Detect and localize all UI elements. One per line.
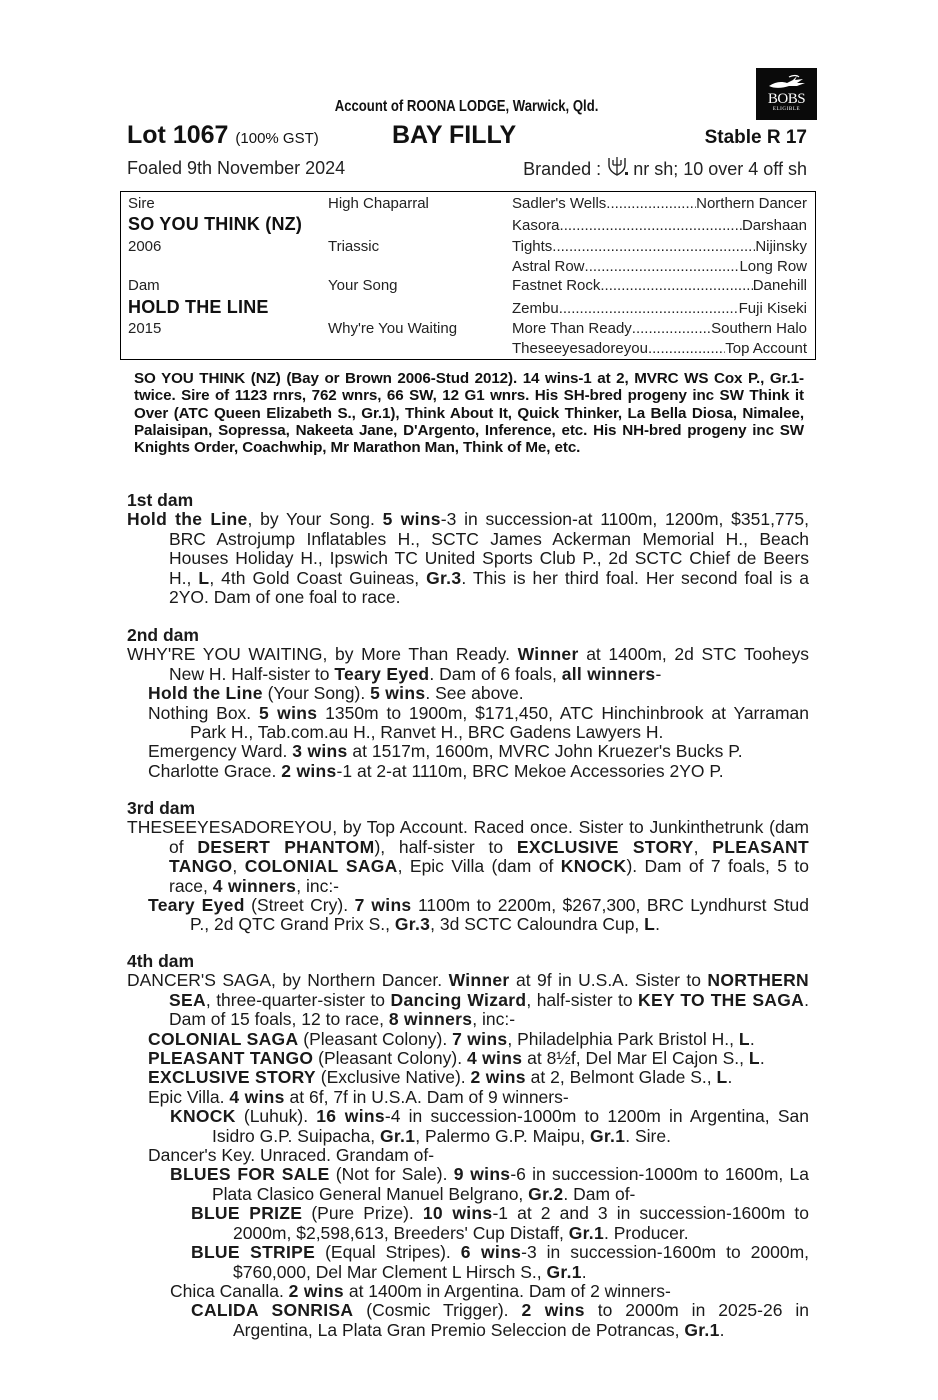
sire-year: 2006 (128, 238, 162, 255)
bold-text: Gr.1 (379, 1125, 416, 1146)
bold-text: 2 wins (470, 1067, 526, 1088)
logo-subtext: ELIGIBLE (772, 107, 801, 112)
bold-text: PLEASANT TANGO (148, 1048, 314, 1069)
produce-entry (148, 1068, 809, 1087)
text: to 2000m in 2025-26 in Argentina, La Plata Gran Premio Seleccion de Potrancas, (233, 1300, 810, 1340)
dam-heading: 3rd dam (127, 798, 196, 818)
text: DANCER'S SAGA, by Northern Dancer. (127, 970, 449, 991)
bold-text: 3 wins (292, 741, 348, 762)
bold-text: 5 wins (370, 683, 426, 704)
text: . Sire. (625, 1125, 671, 1146)
text: (Pure Prize). (302, 1203, 423, 1224)
ancestor-row: Zembu ..... Fuji Kiseki (512, 300, 807, 317)
bold-text: L (738, 1028, 750, 1049)
text: -6 in succession-1000m to 1600m, La Plata Clasico General Manuel Belgrano, (212, 1164, 809, 1204)
text: Epic Villa. (148, 1086, 230, 1107)
produce-entry (127, 971, 809, 1029)
text: . (759, 1048, 765, 1069)
bold-text: 10 wins (422, 1203, 493, 1224)
stable-location: Stable R 17 (704, 127, 807, 148)
bold-text: EXCLUSIVE STORY (516, 836, 694, 857)
text: (Exclusive Native). (315, 1067, 471, 1088)
text: Nothing Box. (148, 702, 260, 723)
bold-text: COLONIAL SAGA (244, 856, 398, 877)
produce-entry (148, 1030, 809, 1049)
text: , half-sister to (526, 989, 639, 1010)
bold-text: BLUE STRIPE (191, 1242, 316, 1263)
ancestor-row: Astral Row ..... Long Row (512, 258, 807, 275)
bold-text: PLEASANT TANGO (169, 836, 809, 877)
text: . Dam of 6 foals, (429, 663, 562, 684)
bold-text: Gr.3 (426, 567, 462, 588)
bold-text: 6 wins (460, 1242, 522, 1263)
bold-text: Teary Eyed (334, 663, 430, 684)
fourth-dam-section (127, 952, 809, 1340)
produce-entry (191, 1301, 809, 1340)
text: Dancer's Key. Unraced. Grandam of- (148, 1145, 435, 1166)
text: (Not for Sale). (329, 1164, 454, 1185)
text: ), half-sister to (374, 836, 517, 857)
bold-text: Dancing Wizard (390, 989, 527, 1010)
bold-text: Gr.2 (528, 1183, 564, 1204)
produce-entry (148, 704, 809, 743)
dam-sire: Your Song (328, 277, 398, 294)
text: (Equal Stripes). (315, 1242, 461, 1263)
text: WHY'RE YOU WAITING, by More Than Ready. (127, 644, 518, 665)
bold-text: 7 wins (452, 1028, 508, 1049)
bold-text: Gr.1 (546, 1261, 582, 1282)
text: , 4th Gold Coast Guineas, (209, 567, 427, 588)
bold-text: Gr.1 (590, 1125, 626, 1146)
text: (Cosmic Trigger). (353, 1300, 522, 1321)
text: -1 at 2-at 1110m, BRC Mekoe Accessories 2YO P. (336, 760, 724, 781)
text: at 1400m in Argentina. Dam of 2 winners- (343, 1280, 671, 1301)
text: 1350m to 1900m, $171,450, ATC Hinchinbrook at Yarraman Park H., Tab.com.au H., Ranvet H., BRC Gadens Lawyers H. (190, 702, 809, 743)
bold-text: Winner (517, 644, 579, 665)
bold-text: 4 winners (212, 875, 297, 896)
ancestor-row: Theseeyesadoreyou ..... Top Account (512, 340, 807, 357)
bold-text: Hold the Line (127, 509, 248, 530)
bold-text: 7 wins (354, 895, 412, 916)
vendor-account (84, 98, 853, 116)
text: Charlotte Grace. (148, 760, 282, 781)
first-dam-section (127, 491, 809, 607)
text: Emergency Ward. (148, 741, 293, 762)
lot-label: Lot 1067 (127, 121, 229, 149)
bold-text: Teary Eyed (148, 895, 245, 916)
brand-description (523, 155, 807, 180)
bold-text: 5 wins (259, 702, 318, 723)
text: at 9f in U.S.A. Sister to (509, 970, 708, 991)
dam-label: Dam (128, 277, 160, 294)
bold-text: 4 wins (229, 1086, 285, 1107)
bold-text: L (198, 567, 210, 588)
text: (Your Song). (262, 683, 371, 704)
produce-entry (127, 818, 809, 896)
produce-entry (127, 645, 809, 684)
bold-text: 5 wins (382, 509, 441, 530)
produce-entry (170, 1165, 809, 1204)
text: , inc:- (472, 1009, 516, 1030)
bold-text: CALIDA SONRISA (191, 1300, 354, 1321)
text: , three-quarter-sister to (205, 989, 391, 1010)
produce-entry (148, 1049, 809, 1068)
dam-name: HOLD THE LINE (128, 297, 269, 317)
horse-description: BAY FILLY (392, 121, 517, 149)
sire-sire: High Chaparral (328, 195, 429, 212)
bold-text: KEY TO THE SAGA (638, 989, 805, 1010)
text: (Street Cry). (244, 895, 355, 916)
produce-entry (148, 684, 809, 703)
bold-text: COLONIAL SAGA (148, 1028, 299, 1049)
text: . Dam of 15 foals, 12 to race, (169, 989, 809, 1030)
text: -3 in succession-at 1100m, 1200m, $351,775, BRC Astrojump Inflatables H., SCTC James Ackerman Memorial H., Beach Houses Holiday H., Ipswich TC United Sports Club P., 2d SCTC Chief de Beers H., (169, 509, 809, 588)
bold-text: Gr.1 (684, 1319, 720, 1340)
text: . (719, 1319, 725, 1340)
text: (Pleasant Colony). (298, 1028, 453, 1049)
bold-text: L (716, 1067, 728, 1088)
bold-text: 2 wins (281, 760, 337, 781)
account-text: Account of ROONA LODGE, Warwick, Qld. (334, 98, 599, 115)
text: (Pleasant Colony). (313, 1048, 467, 1069)
produce-entry (170, 1282, 809, 1301)
text: , (232, 856, 245, 877)
text: , Palermo G.P. Maipu, (415, 1125, 590, 1146)
bold-text: KNOCK (170, 1106, 236, 1127)
text: . Dam of- (563, 1183, 636, 1204)
trident-shield-brand-icon (606, 155, 628, 177)
text: 1100m to 2200m, $267,300, BRC Lyndhurst Stud P., 2d QTC Grand Prix S., (190, 895, 809, 935)
bold-text: BLUE PRIZE (191, 1203, 303, 1224)
bold-text: 8 winners (388, 1009, 473, 1030)
bold-text: L (748, 1048, 760, 1069)
second-dam-section (127, 626, 809, 781)
produce-entry (170, 1107, 809, 1146)
produce-entry (148, 1146, 809, 1165)
text: , Philadelphia Park Bristol H., (507, 1028, 739, 1049)
produce-entry (148, 762, 809, 781)
text: at 2, Belmont Glade S., (525, 1067, 717, 1088)
text: . (655, 914, 661, 935)
dam-heading: 1st dam (127, 490, 194, 510)
text: . (581, 1261, 587, 1282)
text: , 3d SCTC Caloundra Cup, (430, 914, 645, 935)
bold-text: NORTHERN SEA (169, 970, 809, 1010)
produce-entry (148, 1088, 809, 1107)
gst-note: (100% GST) (235, 130, 319, 147)
text: , inc:- (296, 875, 340, 896)
bold-text: BLUES FOR SALE (170, 1164, 330, 1185)
ancestor-row: Sadler's Wells ..... Northern Dancer (512, 195, 807, 212)
text: . See above. (425, 683, 524, 704)
bold-text: 4 wins (466, 1048, 523, 1069)
produce-entry (148, 896, 809, 935)
text: -1 at 2 and 3 in succession-1600m to 2000m, $2,598,613, Breeders' Cup Distaff, (233, 1203, 809, 1243)
bold-text: L (644, 914, 656, 935)
sire-dam: Triassic (328, 238, 380, 255)
text: . This is her third foal. Her second foal is a 2YO. Dam of one foal to race. (169, 567, 809, 608)
sire-label: Sire (128, 195, 155, 212)
dam-year: 2015 (128, 320, 162, 337)
text: ). Dam of 7 foals, 5 to race, (169, 856, 810, 896)
text: -4 in succession-1000m to 1200m in Argentina, San Isidro G.P. Suipacha, (212, 1106, 809, 1146)
bold-text: KNOCK (560, 856, 627, 877)
branded-prefix: Branded : (523, 159, 602, 179)
ancestor-row: Fastnet Rock ..... Danehill (512, 277, 807, 294)
foaled-date: Foaled 9th November 2024 (127, 158, 346, 178)
bold-text: Winner (448, 970, 510, 991)
text: , by Your Song. (247, 509, 383, 530)
ancestor-row: Kasora ..... Darshaan (512, 217, 807, 234)
produce-entry (127, 510, 809, 607)
bold-text: 2 wins (288, 1280, 344, 1301)
produce-entry (148, 742, 809, 761)
bold-text: Gr.3 (394, 914, 431, 935)
text: at 1400m, 2d STC Tooheys New H. Half-sister to (169, 644, 810, 684)
sire-summary: SO YOU THINK (NZ) (Bay or Brown 2006-Stud 2012). 14 wins-1 at 2, MVRC WS Cox P., Gr.1-twice. Sire of 1123 rnrs, 762 wnrs, 66 SW, 12 G1 wnrs. His SH-bred progeny inc SW Think it Over (ATC Queen Elizabeth S., Gr.1), Think About It, Quick Thinker, La Bella Diosa, Nimalee, Palaisipan, Sopressa, Nakeeta Jane, D'Argento, Inference, etc. His NH-bred progeny inc SW Knights Order, Coachwhip, Mr Marathon Man, Think of Me, etc. (134, 370, 804, 457)
bold-text: all winners (561, 663, 656, 684)
bold-text: 9 wins (453, 1164, 511, 1185)
bold-text: 16 wins (316, 1106, 385, 1127)
text: at 1517m, 1600m, MVRC John Kruezer's Bucks P. (347, 741, 743, 762)
produce-entry (191, 1204, 809, 1243)
ancestor-row: More Than Ready ..... Southern Halo (512, 320, 807, 337)
bold-text: EXCLUSIVE STORY (148, 1067, 316, 1088)
dam-dam: Why're You Waiting (328, 320, 458, 337)
ancestor-row: Tights ..... Nijinsky (512, 238, 807, 255)
bold-text: Gr.1 (568, 1222, 604, 1243)
text: , Epic Villa (dam of (397, 856, 561, 877)
dam-heading: 4th dam (127, 951, 195, 971)
third-dam-section (127, 799, 809, 935)
text: . (749, 1028, 755, 1049)
bold-text: 2 wins (521, 1300, 585, 1321)
sire-name: SO YOU THINK (NZ) (128, 214, 303, 234)
text: THESEEYESADOREYOU, by Top Account. Raced once. Sister to Junkinthetrunk (dam of (127, 817, 809, 857)
text: at 8½f, Del Mar El Cajon S., (522, 1048, 749, 1069)
text: -3 in succession-1600m to 2000m, $760,000, Del Mar Clement L Hirsch S., (233, 1242, 810, 1282)
text: . Producer. (604, 1222, 689, 1243)
dam-heading: 2nd dam (127, 625, 199, 645)
text: - (655, 663, 662, 684)
pedigree-table (120, 191, 816, 360)
text: (Luhuk). (235, 1106, 317, 1127)
branded-suffix: nr sh; 10 over 4 off sh (633, 159, 807, 179)
horse-head-icon (767, 74, 807, 92)
bold-text: DESERT PHANTOM (197, 836, 375, 857)
logo-text: BOBS (767, 91, 806, 107)
bold-text: Hold the Line (148, 683, 263, 704)
text: at 6f, 7f in U.S.A. Dam of 9 winners- (284, 1086, 569, 1107)
lot-number (127, 121, 319, 150)
produce-entry (191, 1243, 809, 1282)
text: . (727, 1067, 733, 1088)
text: , (693, 836, 713, 857)
text: Chica Canalla. (170, 1280, 289, 1301)
